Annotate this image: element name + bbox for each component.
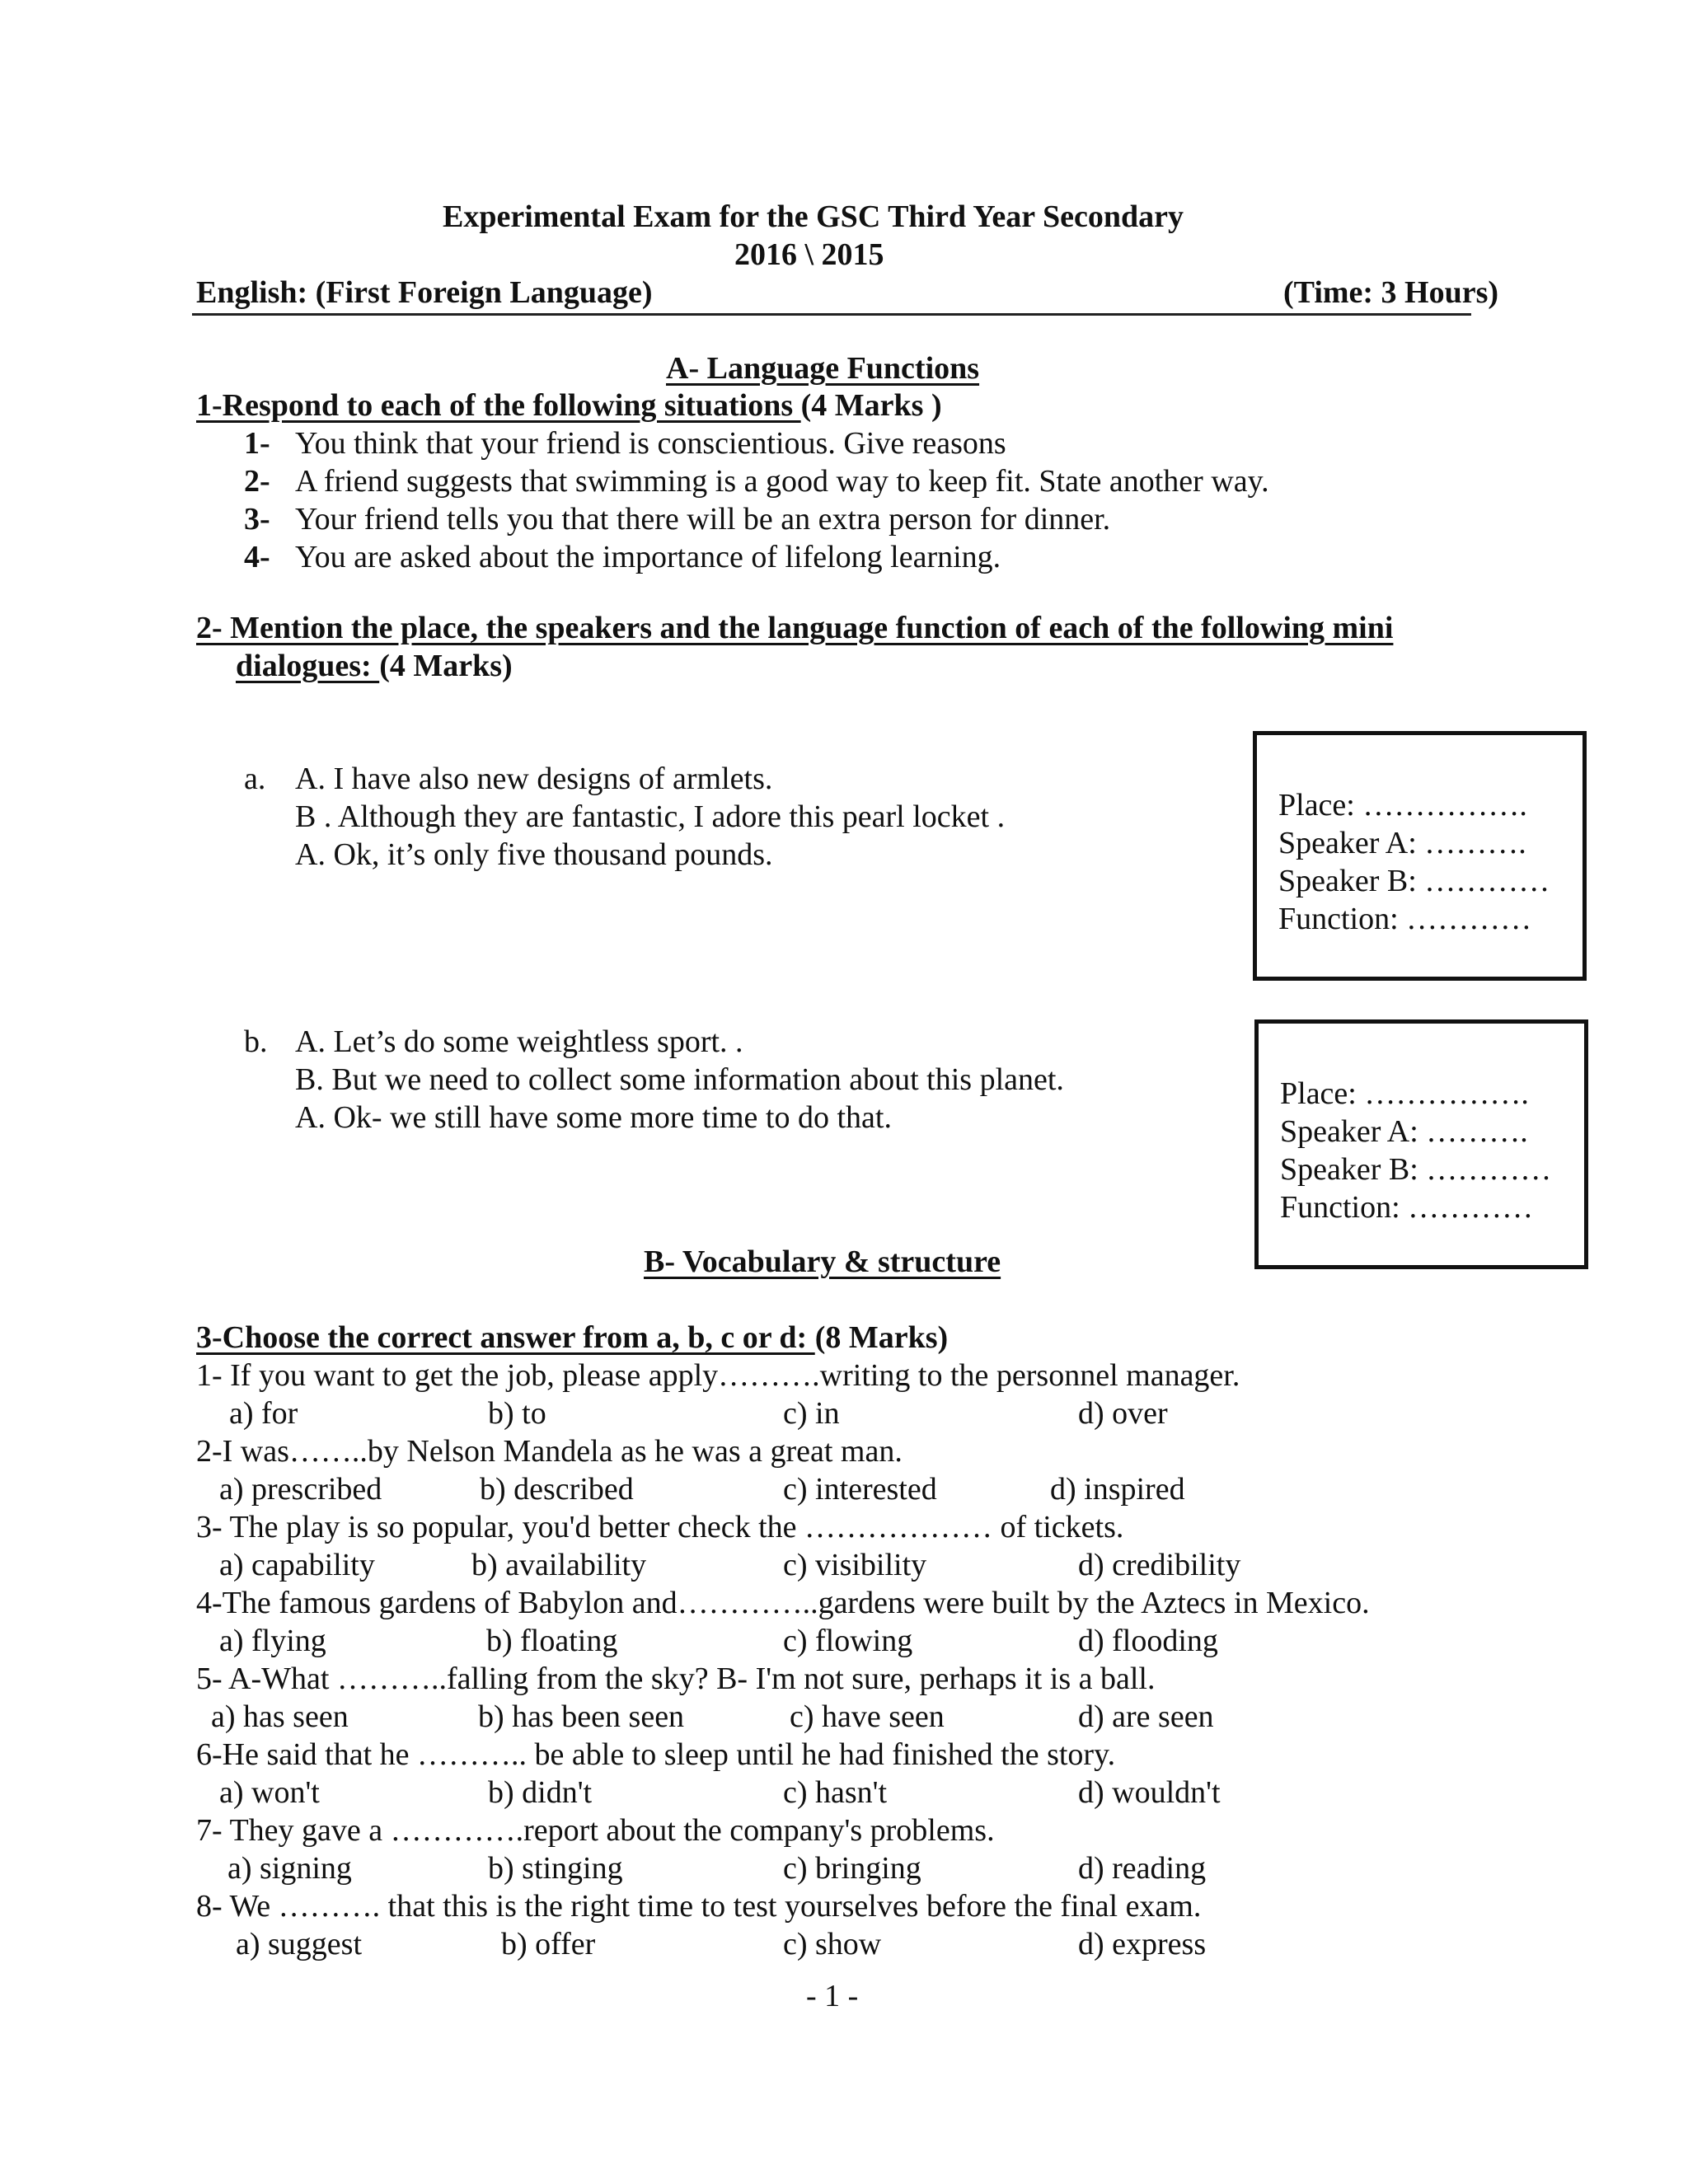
mcq-option-c: c) interested bbox=[783, 1472, 937, 1507]
mcq-option-a: a) prescribed bbox=[219, 1472, 382, 1507]
dialogue-a-label: a. bbox=[244, 762, 266, 796]
mcq-option-a: a) capability bbox=[219, 1548, 375, 1582]
page-number: - 1 - bbox=[806, 1979, 859, 2013]
mcq-question: 6-He said that he ……….. be able to sleep until he had finished the story. bbox=[196, 1737, 1116, 1772]
q1-item-text: Your friend tells you that there will be an extra person for dinner. bbox=[295, 502, 1111, 537]
q2-title-line1: 2- Mention the place, the speakers and the language function of each of the following mini bbox=[196, 611, 1394, 645]
subject-label: English: (First Foreign Language) bbox=[196, 275, 653, 310]
q3-title bbox=[196, 1322, 948, 1353]
dialogue-line: A. Ok, it’s only five thousand pounds. bbox=[295, 837, 773, 872]
mcq-option-a: a) flying bbox=[219, 1624, 326, 1658]
q2-title-line2 bbox=[236, 650, 513, 682]
box-speaker-a: Speaker A: ………. bbox=[1278, 826, 1526, 860]
dialogue-b-label: b. bbox=[244, 1024, 268, 1059]
dialogue-line: A. Ok- we still have some more time to do that. bbox=[295, 1100, 892, 1135]
q3-title-text: 3-Choose the correct answer from a, b, c or d: bbox=[196, 1320, 815, 1355]
mcq-question: 3- The play is so popular, you'd better check the ……………… of tickets. bbox=[196, 1510, 1124, 1544]
mcq-option-d: d) reading bbox=[1078, 1851, 1207, 1886]
dialogue-line: B . Although they are fantastic, I adore this pearl locket . bbox=[295, 799, 1006, 834]
q1-title bbox=[196, 390, 942, 421]
dialogue-line: B. But we need to collect some information about this planet. bbox=[295, 1062, 1064, 1097]
mcq-option-c: c) bringing bbox=[783, 1851, 921, 1886]
mcq-option-c: c) hasn't bbox=[783, 1775, 888, 1810]
mcq-option-d: d) over bbox=[1078, 1396, 1168, 1431]
exam-year: 2016 \ 2015 bbox=[734, 237, 884, 272]
mcq-option-c: c) have seen bbox=[790, 1699, 945, 1734]
box-function: Function: ………… bbox=[1278, 902, 1532, 936]
mcq-option-a: a) has seen bbox=[211, 1699, 349, 1734]
dialogue-line: A. Let’s do some weightless sport. . bbox=[295, 1024, 743, 1059]
q3-marks: (8 Marks) bbox=[814, 1320, 949, 1355]
q1-item-num: 4- bbox=[244, 540, 270, 574]
mcq-option-c: c) visibility bbox=[783, 1548, 927, 1582]
mcq-option-b: b) floating bbox=[486, 1624, 618, 1658]
q1-item-num: 2- bbox=[244, 464, 270, 499]
box-speaker-b: Speaker B: ………… bbox=[1280, 1152, 1552, 1187]
mcq-option-b: b) stinging bbox=[488, 1851, 623, 1886]
q1-item-text: A friend suggests that swimming is a good way to keep fit. State another way. bbox=[295, 464, 1269, 499]
mcq-option-c: c) flowing bbox=[783, 1624, 913, 1658]
dialogue-line: A. I have also new designs of armlets. bbox=[295, 762, 773, 796]
mcq-option-b: b) availability bbox=[471, 1548, 647, 1582]
box-speaker-b: Speaker B: ………… bbox=[1278, 864, 1550, 898]
box-speaker-a: Speaker A: ………. bbox=[1280, 1114, 1528, 1149]
section-a-heading: A- Language Functions bbox=[666, 351, 980, 386]
mcq-question: 1- If you want to get the job, please apply……….writing to the personnel manager. bbox=[196, 1358, 1240, 1393]
q1-item-num: 1- bbox=[244, 426, 270, 461]
mcq-option-a: a) signing bbox=[227, 1851, 352, 1886]
mcq-option-a: a) won't bbox=[219, 1775, 320, 1810]
mcq-question: 8- We ………. that this is the right time to test yourselves before the final exam. bbox=[196, 1889, 1202, 1924]
mcq-option-d: d) inspired bbox=[1050, 1472, 1185, 1507]
box-place: Place: ……………. bbox=[1278, 788, 1527, 823]
answer-box-a bbox=[1253, 731, 1587, 981]
mcq-option-b: b) has been seen bbox=[478, 1699, 685, 1734]
header-divider bbox=[192, 313, 1471, 316]
mcq-option-b: b) offer bbox=[501, 1927, 596, 1961]
mcq-option-d: d) wouldn't bbox=[1078, 1775, 1221, 1810]
time-label: (Time: 3 Hours) bbox=[1283, 275, 1499, 310]
mcq-question: 7- They gave a ………….report about the company's problems. bbox=[196, 1813, 995, 1848]
mcq-option-c: c) show bbox=[783, 1927, 882, 1961]
q2-marks: (4 Marks) bbox=[379, 649, 513, 683]
box-function: Function: ………… bbox=[1280, 1190, 1534, 1225]
mcq-option-b: b) didn't bbox=[488, 1775, 593, 1810]
mcq-option-a: a) suggest bbox=[236, 1927, 363, 1961]
mcq-option-c: c) in bbox=[783, 1396, 840, 1431]
q1-item-num: 3- bbox=[244, 502, 270, 537]
mcq-question: 4-The famous gardens of Babylon and…………..gardens were built by the Aztecs in Mexico. bbox=[196, 1586, 1370, 1620]
mcq-option-d: d) flooding bbox=[1078, 1624, 1218, 1658]
mcq-option-d: d) express bbox=[1078, 1927, 1207, 1961]
q1-marks: (4 Marks ) bbox=[800, 388, 942, 423]
q1-title-text: 1-Respond to each of the following situations bbox=[196, 388, 801, 423]
exam-title: Experimental Exam for the GSC Third Year Secondary bbox=[443, 199, 1184, 234]
mcq-option-d: d) credibility bbox=[1078, 1548, 1241, 1582]
mcq-option-d: d) are seen bbox=[1078, 1699, 1214, 1734]
mcq-question: 2-I was……..by Nelson Mandela as he was a great man. bbox=[196, 1434, 903, 1469]
answer-box-b bbox=[1254, 1019, 1588, 1269]
q1-item-text: You think that your friend is conscientious. Give reasons bbox=[295, 426, 1006, 461]
box-place: Place: ……………. bbox=[1280, 1076, 1529, 1111]
mcq-question: 5- A-What ………..falling from the sky? B- I'm not sure, perhaps it is a ball. bbox=[196, 1661, 1156, 1696]
mcq-option-b: b) to bbox=[488, 1396, 546, 1431]
q1-item-text: You are asked about the importance of lifelong learning. bbox=[295, 540, 1001, 574]
section-b-heading: B- Vocabulary & structure bbox=[644, 1244, 1001, 1279]
q2-title-text: dialogues: bbox=[236, 649, 380, 683]
mcq-option-a: a) for bbox=[229, 1396, 298, 1431]
mcq-option-b: b) described bbox=[480, 1472, 634, 1507]
